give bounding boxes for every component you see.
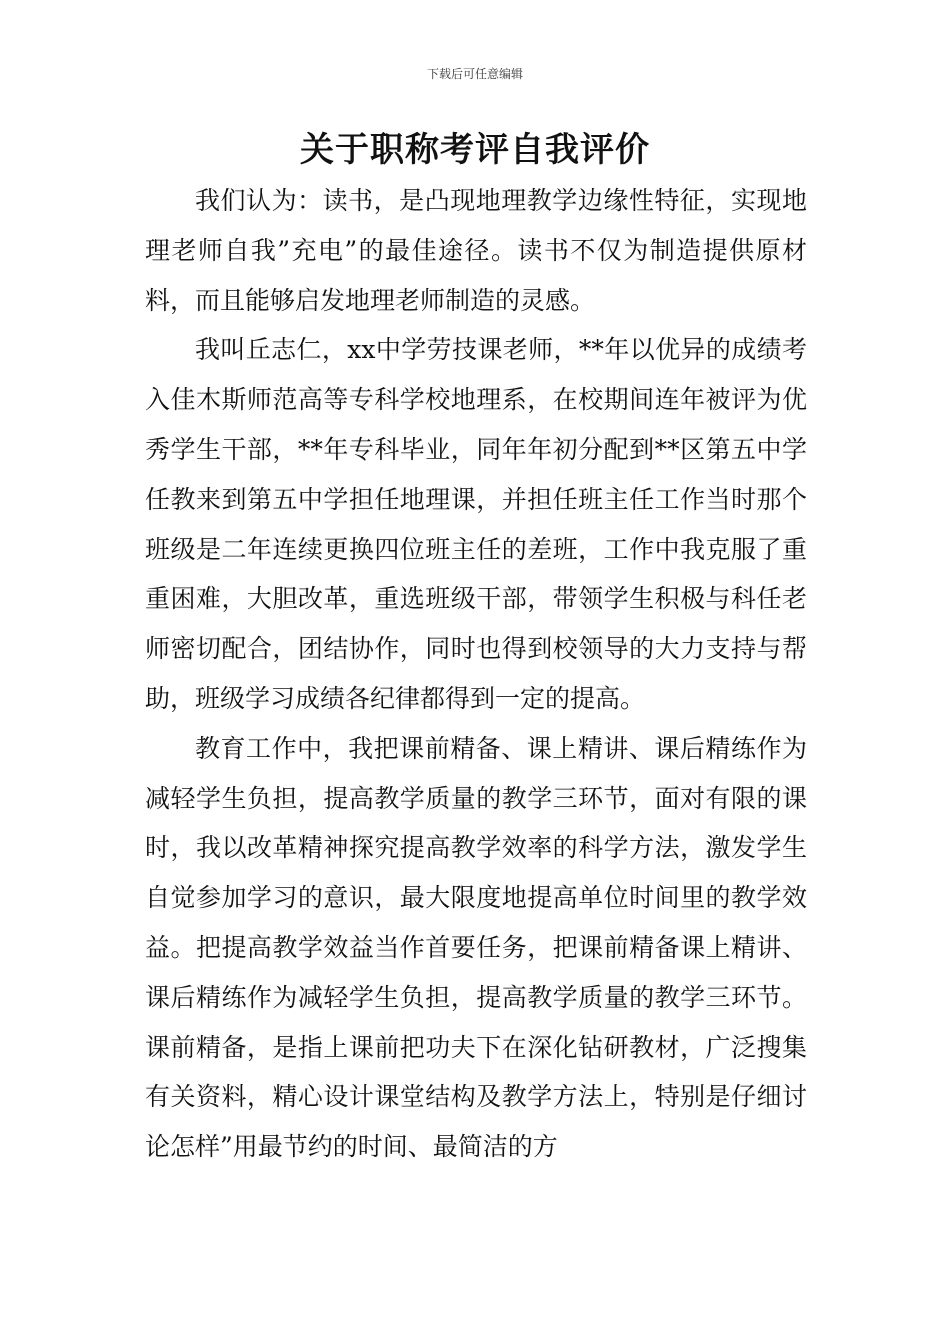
paragraph-2: 我叫丘志仁，xx中学劳技课老师，**年以优异的成绩考入佳木斯师范高等专科学校地理系，在校期间连年被评为优秀学生干部，**年专科毕业，同年年初分配到**区第五中学任教来到第五中学担任地理课，并担任班主任工作当时那个班级是二年连续更换四位班主任的差班，工作中我克服了重重困难，大胆改革，重选班级干部，带领学生积极与科任老师密切配合，团结协作，同时也得到校领导的大力支持与帮助，班级学习成绩各纪律都得到一定的提高。 [145, 335, 807, 713]
document-body [145, 176, 807, 1172]
document-title: 关于职称考评自我评价 [300, 130, 650, 170]
paragraph-1: 我们认为：读书，是凸现地理教学边缘性特征，实现地理老师自我”充电”的最佳途径。读书不仅为制造提供原材料，而且能够启发地理老师制造的灵感。 [145, 186, 807, 315]
paragraph-3: 教育工作中，我把课前精备、课上精讲、课后精练作为减轻学生负担，提高教学质量的教学三环节，面对有限的课时，我以改革精神探究提高教学效率的科学方法，激发学生自觉参加学习的意识，最大限度地提高单位时间里的教学效益。把提高教学效益当作首要任务，把课前精备课上精讲、课后精练作为减轻学生负担，提高教学质量的教学三环节。课前精备，是指上课前把功夫下在深化钻研教材，广泛搜集有关资料，精心设计课堂结构及教学方法上，特别是仔细讨论怎样”用最节约的时间、最简洁的方 [145, 733, 807, 1162]
header-note: 下载后可任意编辑 [426, 67, 523, 81]
